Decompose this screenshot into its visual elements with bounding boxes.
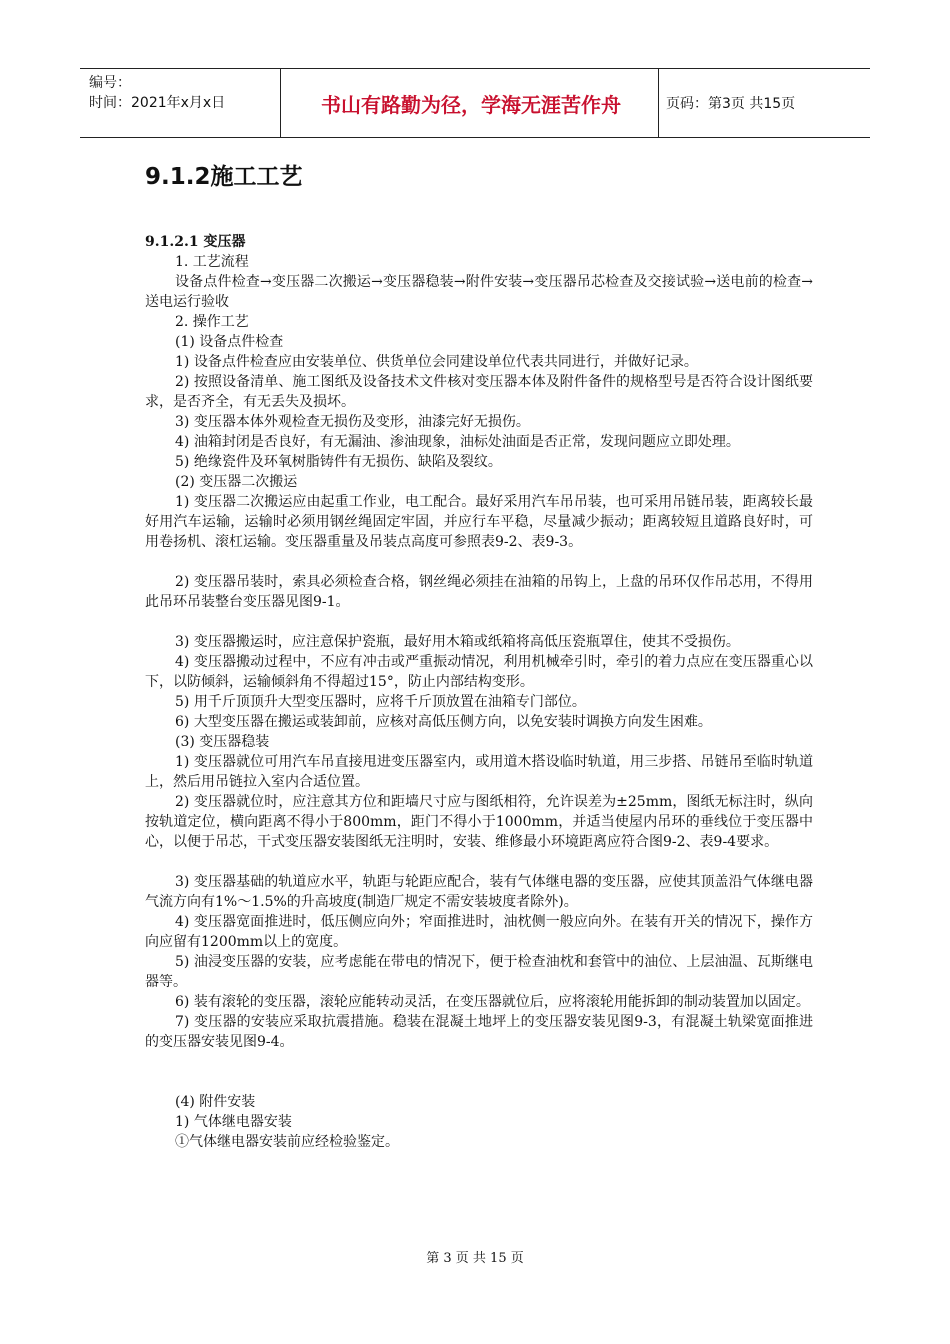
header-page-info: 页码：第3页 共15页	[666, 96, 796, 112]
paragraph: 1) 变压器二次搬运应由起重工作业，电工配合。最好采用汽车吊吊装，也可采用吊链吊装，距离较长最好用汽车运输，运输时必须用钢丝绳固定牢固，并应行车平稳，尽量减少振动；距离较短且道路良好时，可用卷扬机、滚杠运输。变压器重量及吊装点高度可参照表9-2、表9-3。	[145, 494, 813, 550]
section-title: 9.1.2施工工艺	[145, 164, 303, 190]
document-time-label: 时间：2021年x月x日	[89, 95, 226, 111]
body-text	[145, 232, 813, 1152]
paragraph: 7) 变压器的安装应采取抗震措施。稳装在混凝土地坪上的变压器安装见图9-3，有混凝土轨梁宽面推进的变压器安装见图9-4。	[145, 1014, 813, 1050]
document-number-label: 编号：	[89, 75, 131, 91]
paragraph: (2) 变压器二次搬运	[175, 474, 298, 490]
paragraph: 1. 工艺流程	[175, 254, 249, 270]
paragraph: 6) 装有滚轮的变压器，滚轮应能转动灵活，在变压器就位后，应将滚轮用能拆卸的制动装置加以固定。	[175, 994, 810, 1010]
paragraph: (1) 设备点件检查	[175, 334, 284, 350]
header-motto: 书山有路勤为径，学海无涯苦作舟	[321, 92, 621, 117]
paragraph: 2) 变压器就位时，应注意其方位和距墙尺寸应与图纸相符，允许误差为±25mm，图纸无标注时，纵向按轨道定位，横向距离不得小于800mm，距门不得小于1000mm，并适当使屋内吊环的垂线位于变压器中心，以便于吊芯，干式变压器安装图纸无注明时，安装、维修最小环境距离应符合图9-2、表9-4要求。	[145, 794, 813, 850]
paragraph: 4) 油箱封闭是否良好，有无漏油、渗油现象，油标处油面是否正常，发现问题应立即处理。	[175, 434, 740, 450]
paragraph: 2) 按照设备清单、施工图纸及设备技术文件核对变压器本体及附件备件的规格型号是否符合设计图纸要求，是否齐全，有无丢失及损坏。	[145, 374, 813, 410]
paragraph: 5) 油浸变压器的安装，应考虑能在带电的情况下，便于检查油枕和套管中的油位、上层油温、瓦斯继电器等。	[145, 954, 813, 990]
paragraph: (3) 变压器稳装	[175, 734, 270, 750]
paragraph: 1) 气体继电器安装	[175, 1114, 292, 1130]
paragraph: 4) 变压器搬动过程中，不应有冲击或严重振动情况，利用机械牵引时，牵引的着力点应在变压器重心以下，以防倾斜，运输倾斜角不得超过15°，防止内部结构变形。	[145, 654, 813, 690]
paragraph: 3) 变压器搬运时，应注意保护瓷瓶，最好用木箱或纸箱将高低压瓷瓶罩住，使其不受损伤。	[175, 634, 740, 650]
paragraph: 3) 变压器基础的轨道应水平，轨距与轮距应配合，装有气体继电器的变压器，应使其顶盖沿气体继电器气流方向有1%～1.5%的升高坡度(制造厂规定不需安装坡度者除外)。	[145, 874, 813, 910]
paragraph: 2) 变压器吊装时，索具必须检查合格，钢丝绳必须挂在油箱的吊钩上，上盘的吊环仅作吊芯用，不得用此吊环吊装整台变压器见图9-1。	[145, 574, 813, 610]
paragraph: 1) 变压器就位可用汽车吊直接甩进变压器室内，或用道木搭设临时轨道，用三步搭、吊链吊至临时轨道上，然后用吊链拉入室内合适位置。	[145, 754, 813, 790]
paragraph: 3) 变压器本体外观检查无损伤及变形，油漆完好无损伤。	[175, 414, 530, 430]
page-footer: 第 3 页 共 15 页	[426, 1251, 524, 1266]
subsection-heading: 9.1.2.1 变压器	[145, 234, 246, 250]
header-divider	[658, 69, 659, 137]
paragraph: 2. 操作工艺	[175, 314, 249, 330]
paragraph: (4) 附件安装	[175, 1094, 256, 1110]
page-header	[80, 68, 870, 138]
paragraph: 5) 绝缘瓷件及环氧树脂铸件有无损伤、缺陷及裂纹。	[175, 454, 502, 470]
paragraph: 1) 设备点件检查应由安装单位、供货单位会同建设单位代表共同进行，并做好记录。	[175, 354, 698, 370]
paragraph: ①气体继电器安装前应经检验鉴定。	[175, 1134, 399, 1150]
paragraph: 6) 大型变压器在搬运或装卸前，应核对高低压侧方向，以免安装时调换方向发生困难。	[175, 714, 712, 730]
header-meta	[89, 73, 225, 113]
paragraph: 设备点件检查→变压器二次搬运→变压器稳装→附件安装→变压器吊芯检查及交接试验→送电前的检查→送电运行验收	[145, 274, 813, 310]
header-divider	[280, 69, 281, 137]
paragraph: 4) 变压器宽面推进时，低压侧应向外；窄面推进时，油枕侧一般应向外。在装有开关的情况下，操作方向应留有1200mm以上的宽度。	[145, 914, 813, 950]
paragraph: 5) 用千斤顶顶升大型变压器时，应将千斤顶放置在油箱专门部位。	[175, 694, 586, 710]
